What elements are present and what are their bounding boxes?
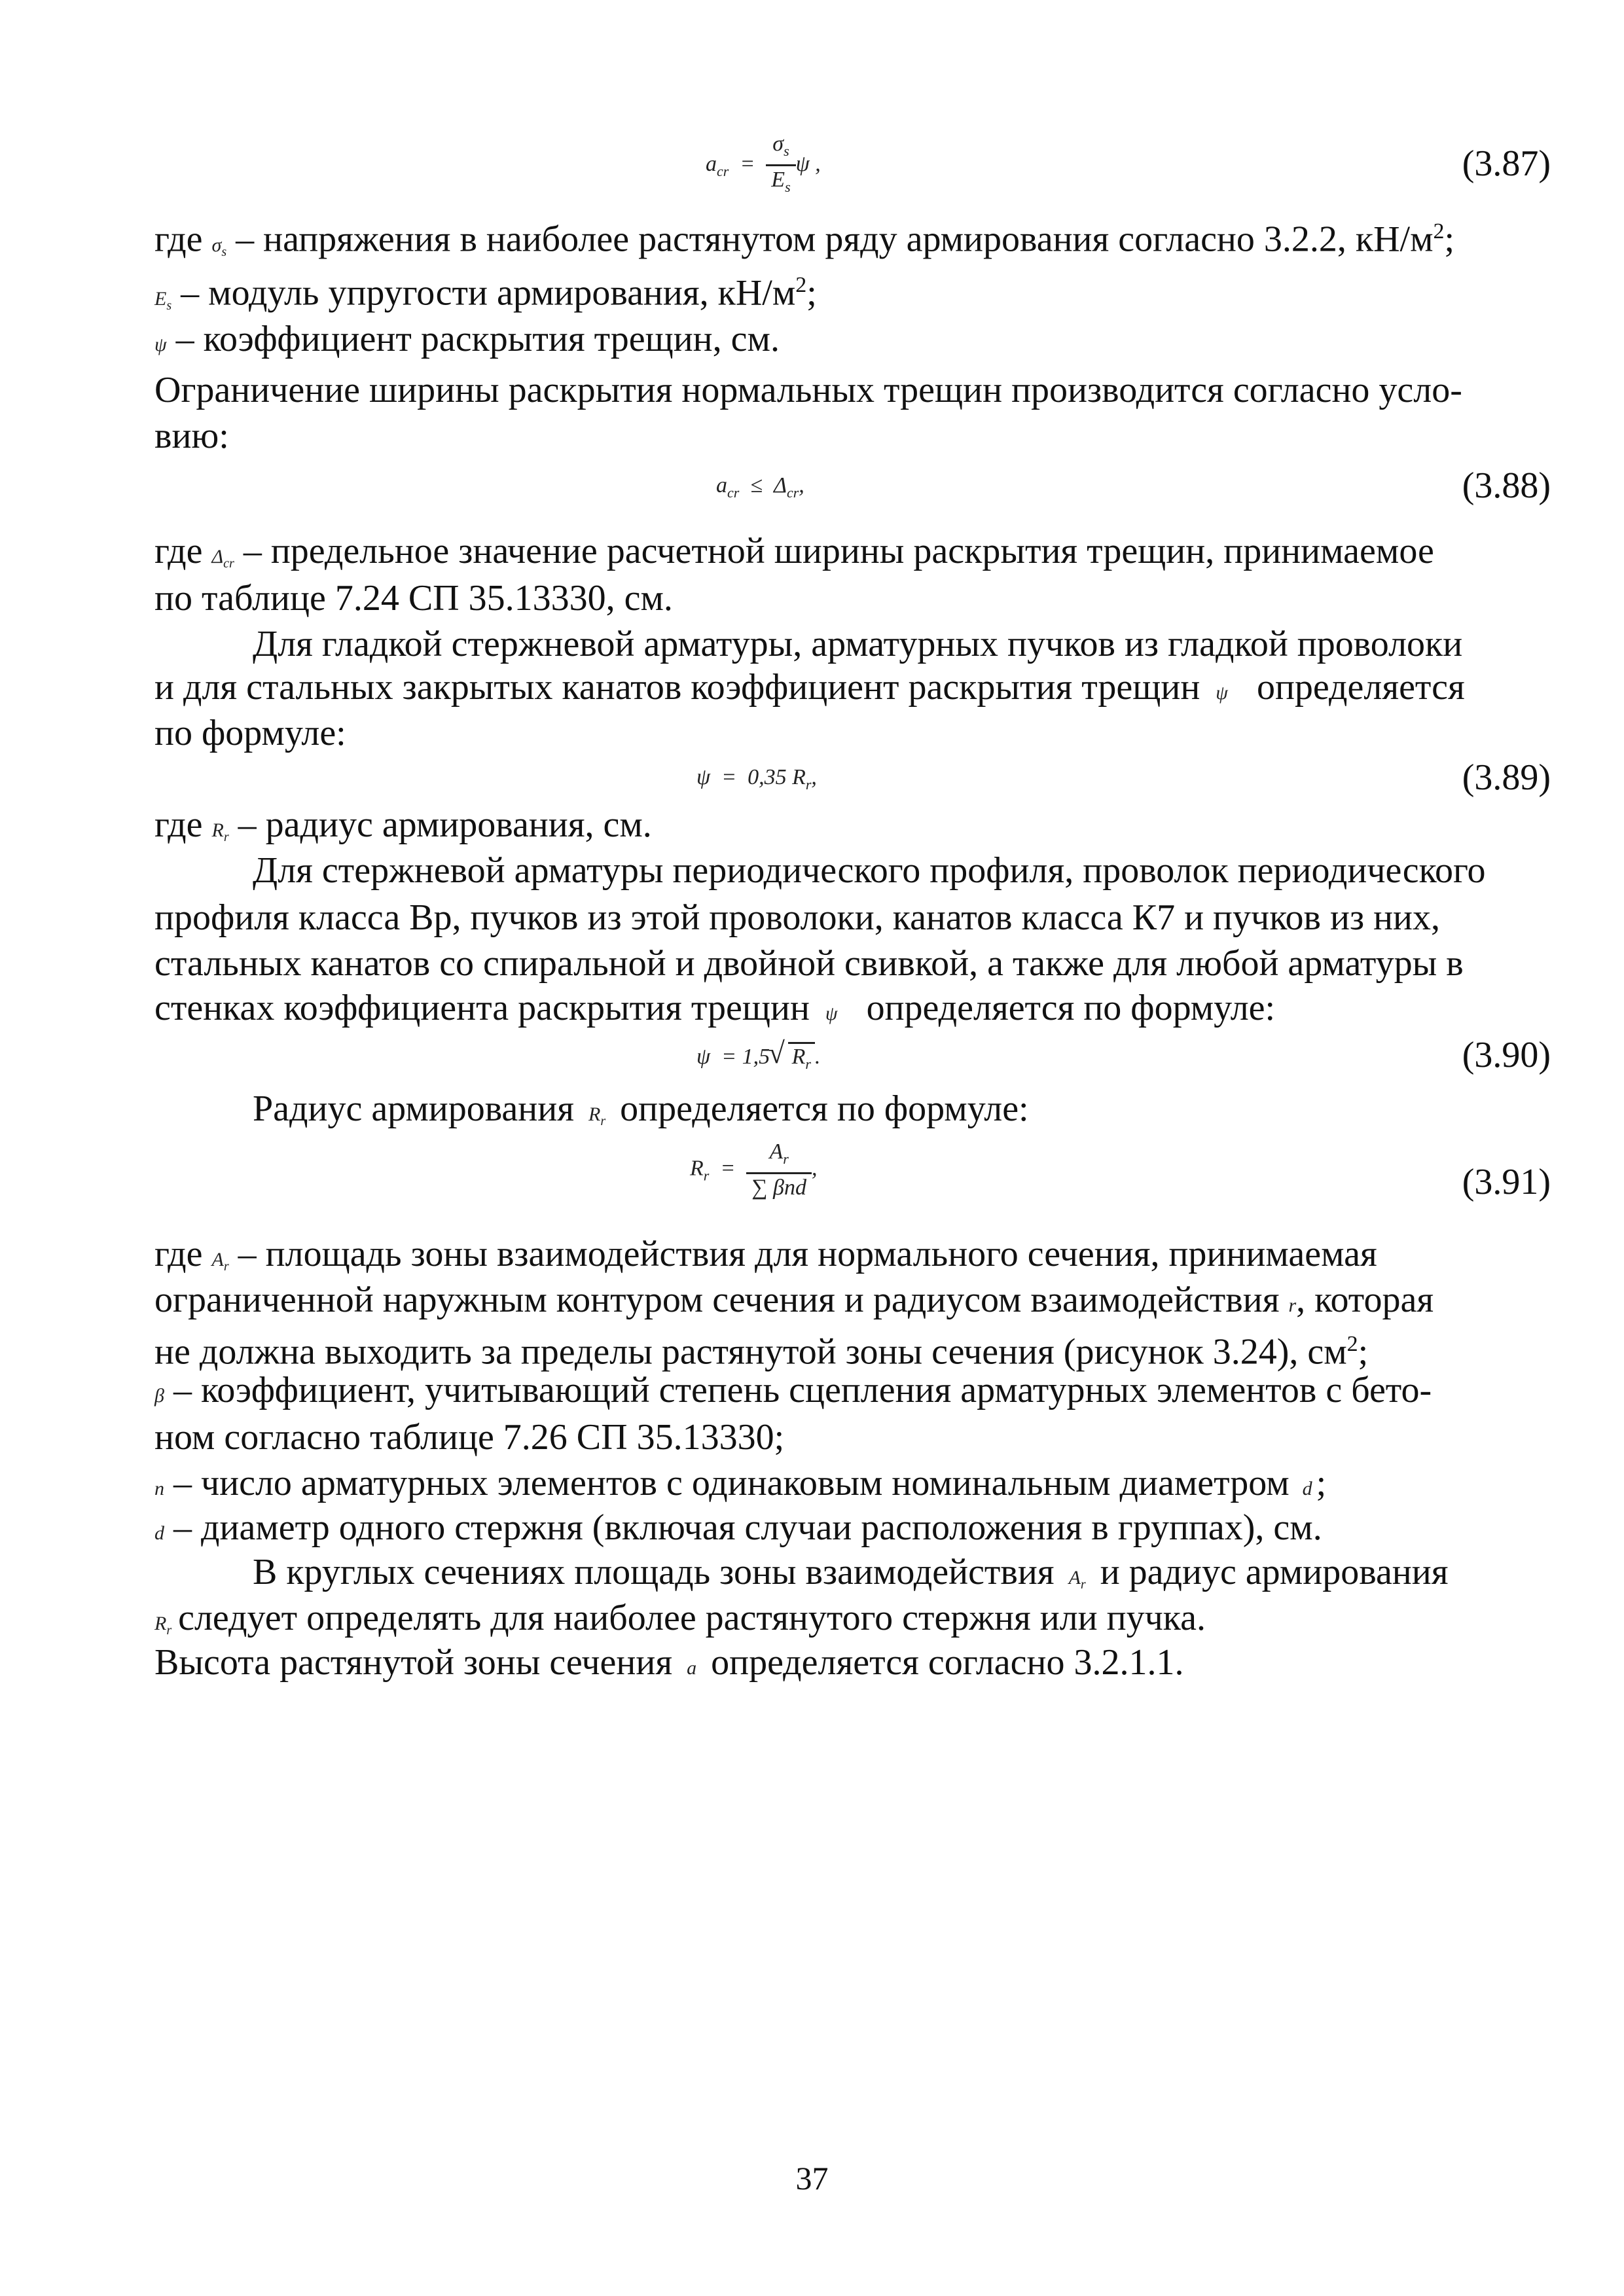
text-line: по формуле: — [154, 713, 346, 753]
text-line: Радиус армирования $R_r$ определяется по формуле: — [253, 1088, 1029, 1129]
equation-number: (3.88) — [1462, 465, 1551, 506]
text-line: Ограничение ширины раскрытия нормальных трещин производится согласно усло- — [154, 370, 1462, 410]
text-line: d – диаметр одного стержня (включая случаи расположения в группах), см. — [154, 1507, 1322, 1548]
text-line: где $\Delta_{cr}$ – предельное значение расчетной ширины раскрытия трещин, принимаемое — [154, 531, 1434, 571]
text-line: где $A_r$ – площадь зоны взаимодействия для нормального сечения, принимаемая — [154, 1234, 1377, 1274]
formula-3-88: $a_{cr} \le \Delta_{cr}$, — [716, 473, 804, 501]
text-line: вию: — [154, 416, 229, 456]
text-line: стальных канатов со спиральной и двойной свивкой, а также для любой арматуры в — [154, 943, 1464, 984]
formula-3-89: ψ = 0,35 $R_r$, — [696, 765, 817, 793]
text-line: где $\sigma_s$ – напряжения в наиболее растянутом ряду армирования согласно 3.2.2, $кН/м^2$; — [154, 219, 1455, 260]
equation-number: (3.89) — [1462, 757, 1551, 798]
text-line: ψ – коэффициент раскрытия трещин, см. — [154, 319, 780, 359]
equation-number: (3.87) — [1462, 143, 1551, 184]
text-line: Для гладкой стержневой арматуры, арматурных пучков из гладкой проволоки — [253, 624, 1463, 664]
text-line: β – коэффициент, учитывающий степень сцепления арматурных элементов с бето- — [154, 1370, 1432, 1410]
equation-number: (3.90) — [1462, 1035, 1551, 1075]
text-line: $R_r$ следует определять для наиболее растянутого стержня или пучка. — [154, 1598, 1206, 1638]
text-line: n – число арматурных элементов с одинаковым номинальным диаметром d ; — [154, 1463, 1327, 1503]
text-line: $E_s$ – модуль упругости армирования, $кН/м^2$; — [154, 272, 817, 314]
text-line: Высота растянутой зоны сечения a определяется согласно 3.2.1.1. — [154, 1642, 1184, 1683]
formula-3-91: $R_r$ = $\frac{A_r}{\text{∑ βnd}}$ , — [690, 1139, 817, 1202]
text-line: где $R_r$ – радиус армирования, см. — [154, 804, 652, 845]
text-line: В круглых сечениях площадь зоны взаимодействия $A_r$ и радиус армирования — [253, 1552, 1449, 1592]
page-number: 37 — [795, 2160, 829, 2197]
fraction: $\frac{\sigma_s}{E_s}$ — [766, 131, 795, 201]
text-line: ограниченной наружным контуром сечения и радиусом взаимодействия r, которая — [154, 1280, 1434, 1320]
text-line: и для стальных закрытых канатов коэффициент раскрытия трещин ψ определяется — [154, 667, 1465, 708]
equation-number: (3.91) — [1462, 1162, 1551, 1202]
text-line: по таблице 7.24 СП 35.13330, см. — [154, 578, 673, 619]
text-line: профиля класса Вр, пучков из этой проволоки, канатов класса К7 и пучков из них, — [154, 897, 1441, 938]
fraction: $\frac{A_r}{\text{∑ βnd}}$ — [746, 1139, 812, 1202]
sqrt-sign: √ $R_r$ — [788, 1042, 815, 1077]
text-line: ном согласно таблице 7.26 СП 35.13330; — [154, 1417, 785, 1458]
formula-3-90: ψ = 1,5 √ $R_r$ . — [696, 1042, 820, 1077]
text-line: не должна выходить за пределы растянутой зоны сечения (рисунок 3.24), $см^2$; — [154, 1331, 1369, 1372]
text-line: Для стержневой арматуры периодического профиля, проволок периодического — [253, 850, 1486, 891]
formula-3-87: $a_{cr}$ = $\frac{\sigma_s}{E_s}$ ψ , — [706, 131, 821, 201]
text-line: стенках коэффициента раскрытия трещин ψ определяется по формуле: — [154, 988, 1276, 1028]
